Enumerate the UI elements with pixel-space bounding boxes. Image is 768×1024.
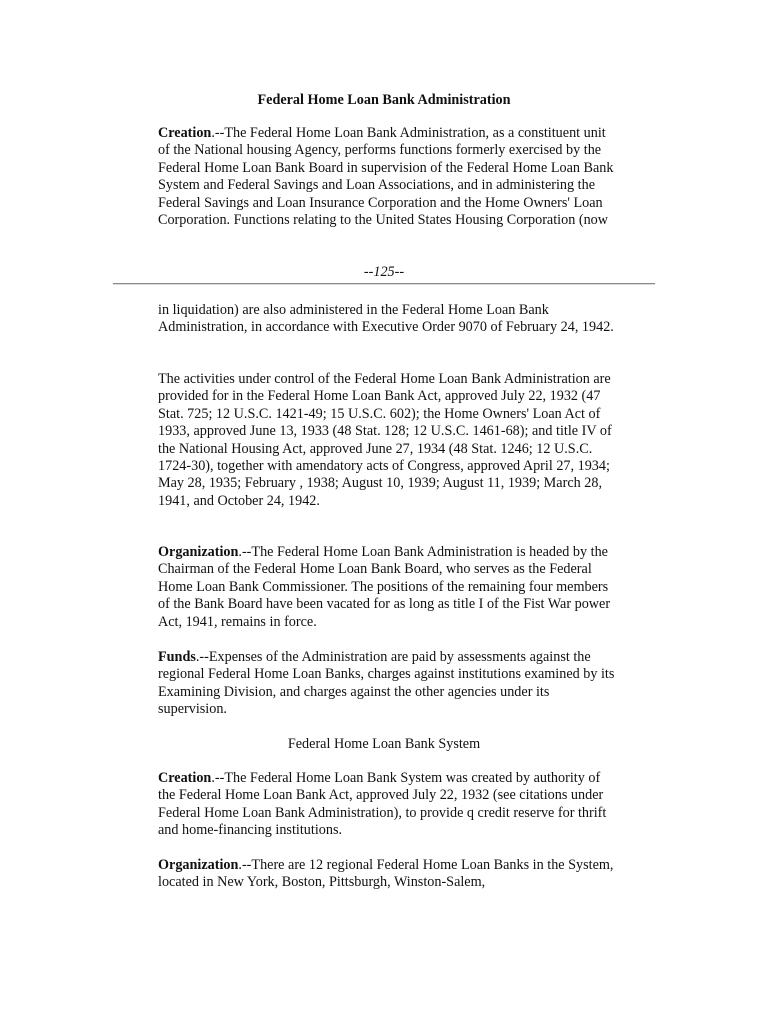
paragraph-organization-system [158,857,618,892]
paragraph-organization-admin [158,544,618,631]
paragraph-body: .--The Federal Home Loan Bank Administration, as a constituent unit of the National housing Agency, performs functions formerly exercised by the Federal Home Loan Bank Board in supervision of the Federal Home Loan Bank System and Federal Savings and Loan Associations, and in administering the Federal Savings and Loan Insurance Corporation and the Home Owners' Loan Corporation. Functions relating to the United States Housing Corporation (now [158,125,614,229]
paragraph-heading: Organization [158,857,239,873]
paragraph-body: .--There are 12 regional Federal Home Loan Banks in the System, located in New York, Boston, Pittsburgh, Winston-Salem, [158,857,614,891]
paragraph-creation-admin [158,125,618,229]
paragraph-heading: Creation [158,125,212,141]
paragraph-activities: The activities under control of the Federal Home Loan Bank Administration are provided for in the Federal Home Loan Bank Act, approved July 22, 1932 (47 Stat. 725; 12 U.S.C. 1421-49; 15 U.S.C. 602); the Home Owners' Loan Act of 1933, approved June 13, 1933 (48 Stat. 128; 12 U.S.C. 1461-68); and title IV of the National Housing Act, approved June 27, 1934 (48 Stat. 1246; 12 U.S.C. 1724-30), together with amendatory acts of Congress, approved April 27, 1934; May 28, 1935; February , 1938; August 10, 1939; August 11, 1939; March 28, 1941, and October 24, 1942. [158,371,612,509]
section-subtitle: Federal Home Loan Bank System [287,736,481,752]
paragraph-body: .--The Federal Home Loan Bank Administration is headed by the Chairman of the Federal Home Loan Bank Board, who serves as the Federal Home Loan Bank Commissioner. The positions of the remaining four members of the Bank Board have been vacated for as long as title I of the Fist War power Act, 1941, remains in force. [158,544,611,630]
paragraph-body: .--The Federal Home Loan Bank System was created by authority of the Federal Home Loan Bank Act, approved July 22, 1932 (see citations under Federal Home Loan Bank Administration), to provide q credit reserve for thrift and home-financing institutions. [158,770,607,839]
page-break-divider [113,283,655,285]
paragraph-liquidation: in liquidation) are also administered in the Federal Home Loan Bank Administration, in accordance with Executive Order 9070 of February 24, 1942. [158,302,614,336]
paragraph-body: .--Expenses of the Administration are paid by assessments against the regional Federal Home Loan Banks, charges against institutions examined by its Examining Division, and charges against the other agencies under its supervision. [158,649,615,718]
paragraph-heading: Organization [158,544,239,560]
paragraph-heading: Funds [158,649,196,665]
paragraph-funds [158,649,618,719]
document-title: Federal Home Loan Bank Administration [257,92,511,108]
paragraph-creation-system [158,770,618,840]
paragraph-heading: Creation [158,770,212,786]
page-number: --125-- [363,264,405,280]
